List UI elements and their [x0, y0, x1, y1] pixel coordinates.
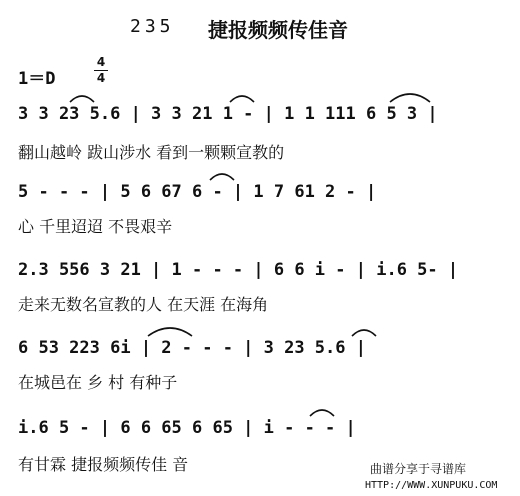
watermark-url: HTTP://WWW.XUNPUKU.COM — [365, 480, 498, 491]
song-title: 捷报频频传佳音 — [208, 18, 348, 42]
time-signature — [94, 56, 108, 85]
lyrics-line-5: 有甘霖 捷报频频传佳 音 — [18, 455, 189, 474]
score-line-2: 5 - - - | 5 6 67 6 - | 1 7 61 2 - | — [18, 182, 377, 202]
score-line-3: 2.3 556 3 21 | 1 - - - | 6 6 i - | i.6 5- | — [18, 260, 459, 280]
lyrics-line-3: 走来无数名宣教的人 在天涯 在海角 — [18, 295, 269, 314]
time-signature-bottom: 4 — [96, 71, 106, 85]
lyrics-line-4: 在城邑在 乡 村 有种子 — [18, 373, 178, 392]
score-line-4: 6 53 223 6i | 2 - - - | 3 23 5.6 | — [18, 338, 366, 358]
watermark-site-name: 曲谱分享于寻谱库 — [370, 462, 467, 476]
lyrics-line-2: 心 千里迢迢 不畏艰辛 — [18, 217, 173, 236]
time-signature-top: 4 — [96, 55, 106, 69]
song-number: 235 — [130, 16, 175, 37]
score-line-1: 3 3 23 5.6 | 3 3 21 1 - | 1 1 111 6 5 3 | — [18, 104, 438, 124]
score-line-5: i.6 5 - | 6 6 65 6 65 | i - - - | — [18, 418, 356, 438]
key-signature: 1＝D — [18, 69, 56, 89]
lyrics-line-1: 翻山越岭 跋山涉水 看到一颗颗宣教的 — [18, 143, 285, 162]
